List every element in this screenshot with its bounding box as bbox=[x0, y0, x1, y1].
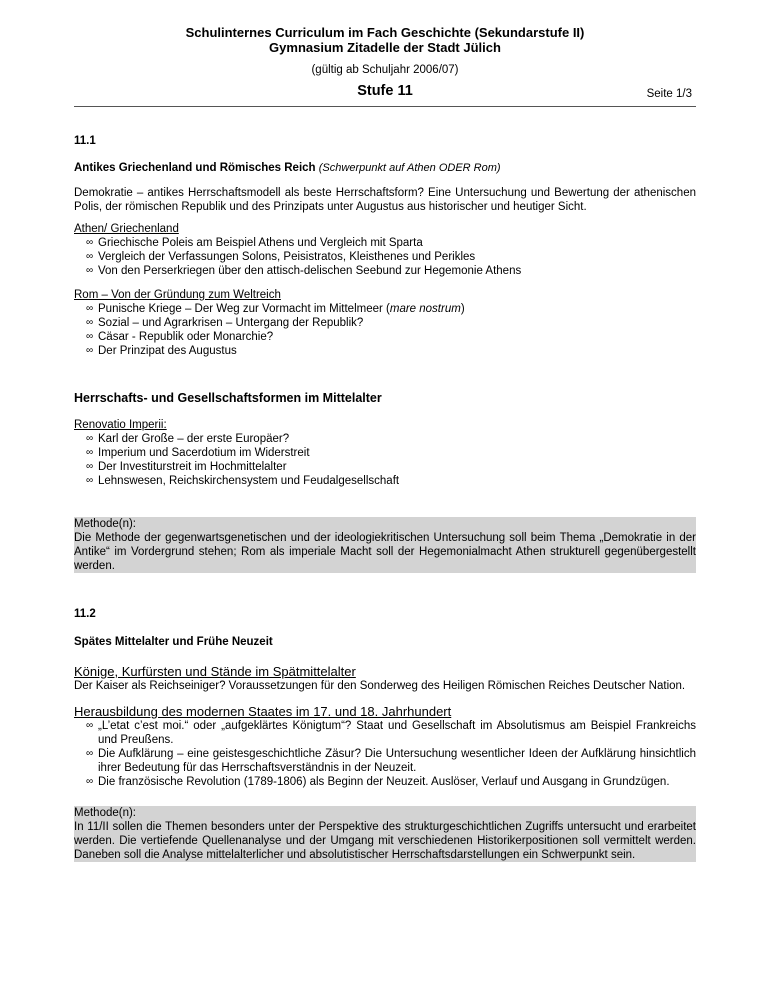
validity-note: (gültig ab Schuljahr 2006/07) bbox=[311, 64, 459, 76]
list-item: ∞ Die Aufklärung – eine geistesgeschichtliche Zäsur? Die Untersuchung wesentlicher Ideen der Aufklärung hinsichtlich ihrer Bedeutung für das Herrschaftsverständnis in der Neuzeit. bbox=[88, 747, 696, 775]
methode-text: Die Methode der gegenwartsgenetischen und der ideologiekritischen Untersuchung soll beim Thema „Demokratie in der Antike“ im Vordergrund stehen; Rom als imperiale Macht soll der Hegemonialmacht Athen strukturell gegenübergestellt werden. bbox=[74, 532, 696, 572]
rom-list bbox=[74, 302, 696, 358]
section-intro: Demokratie – antikes Herrschaftsmodell als beste Herrschaftsform? Eine Untersuchung und Bewertung der athenischen Polis, der römischen Republik und des Prinzipats unter Augustus aus historischer und heutiger Sicht. bbox=[74, 187, 696, 213]
list-item: ∞ Cäsar - Republik oder Monarchie? bbox=[88, 330, 696, 344]
stufe-title: Stufe 11 bbox=[357, 83, 413, 99]
renovatio-list bbox=[74, 432, 696, 488]
header-divider bbox=[74, 106, 696, 107]
page-number: Seite 1/3 bbox=[646, 88, 692, 100]
list-item: ∞ Vergleich der Verfassungen Solons, Peisistratos, Kleisthenes und Perikles bbox=[88, 250, 696, 264]
section-heading-spaetmittelalter: Spätes Mittelalter und Frühe Neuzeit bbox=[74, 636, 273, 648]
list-item-text: Punische Kriege – Der Weg zur Vormacht im Mittelmeer ( bbox=[98, 303, 390, 315]
list-item: ∞ Lehnswesen, Reichskirchensystem und Feudalgesellschaft bbox=[88, 474, 696, 488]
moderner-staat-list bbox=[74, 719, 696, 789]
stufe-row bbox=[74, 81, 696, 103]
subheading-koenige-text: Der Kaiser als Reichseiniger? Voraussetzungen für den Sonderweg des Heiligen Römischen Reiches Deutscher Nation. bbox=[74, 680, 686, 692]
list-item-italic: mare nostrum bbox=[389, 303, 461, 315]
list-item: ∞ Karl der Große – der erste Europäer? bbox=[88, 432, 696, 446]
athen-list bbox=[74, 236, 696, 278]
list-item-text: ) bbox=[460, 303, 465, 315]
document-title-line2: Gymnasium Zitadelle der Stadt Jülich bbox=[269, 40, 501, 55]
subheading-koenige: Könige, Kurfürsten und Stände im Spätmittelalter bbox=[74, 664, 356, 679]
section-heading-note: (Schwerpunkt auf Athen ODER Rom) bbox=[318, 162, 501, 174]
list-item: ∞ Imperium und Sacerdotium im Widerstreit bbox=[88, 446, 696, 460]
section-heading-antike bbox=[74, 161, 696, 175]
list-item: ∞ Von den Perserkriegen über den attisch-delischen Seebund zur Hegemonie Athens bbox=[88, 264, 696, 278]
subheading-moderner-staat: Herausbildung des modernen Staates im 17. und 18. Jahrhundert bbox=[74, 704, 452, 719]
list-item: ∞ „L’etat c’est moi.“ oder „aufgeklärtes Königtum“? Staat und Gesellschaft im Absolutismus am Beispiel Frankreichs und Preußens. bbox=[88, 719, 696, 747]
list-item: ∞ Der Prinzipat des Augustus bbox=[88, 344, 696, 358]
list-item: ∞ Die französische Revolution (1789-1806) als Beginn der Neuzeit. Auslöser, Verlauf und Ausgang in Grundzügen. bbox=[88, 775, 696, 789]
methode-box-11-1 bbox=[74, 517, 696, 573]
document-title-line1: Schulinternes Curriculum im Fach Geschichte (Sekundarstufe II) bbox=[185, 25, 585, 40]
methode-text: In 11/II sollen die Themen besonders unter der Perspektive des strukturgeschichtlichen Zugriffs untersucht und erarbeitet werden. Die vertiefende Quellenanalyse und der Umgang mit verschiedenen Historikerpositionen soll vermittelt werden. Daneben soll die Analyse mittelalterlicher und absolutistischer Herrschaftsdarstellungen ein Schwerpunkt sein. bbox=[74, 821, 696, 861]
methode-box-11-2 bbox=[74, 806, 696, 862]
document-page bbox=[74, 0, 696, 862]
methode-label: Methode(n): bbox=[74, 807, 137, 819]
methode-label: Methode(n): bbox=[74, 518, 137, 530]
list-item bbox=[88, 302, 696, 316]
list-item: ∞ Der Investiturstreit im Hochmittelalter bbox=[88, 460, 696, 474]
section-number-11-2: 11.2 bbox=[74, 608, 96, 620]
list-item: ∞ Sozial – und Agrarkrisen – Untergang der Republik? bbox=[88, 316, 696, 330]
list-item: ∞ Griechische Poleis am Beispiel Athens und Vergleich mit Sparta bbox=[88, 236, 696, 250]
section-heading-text: Antikes Griechenland und Römisches Reich bbox=[74, 162, 316, 174]
section-number-11-1: 11.1 bbox=[74, 135, 96, 147]
renovatio-label: Renovatio Imperii: bbox=[74, 419, 167, 431]
section-heading-mittelalter: Herrschafts- und Gesellschaftsformen im Mittelalter bbox=[74, 391, 382, 405]
athen-label: Athen/ Griechenland bbox=[74, 223, 179, 235]
rom-label: Rom – Von der Gründung zum Weltreich bbox=[74, 289, 281, 301]
